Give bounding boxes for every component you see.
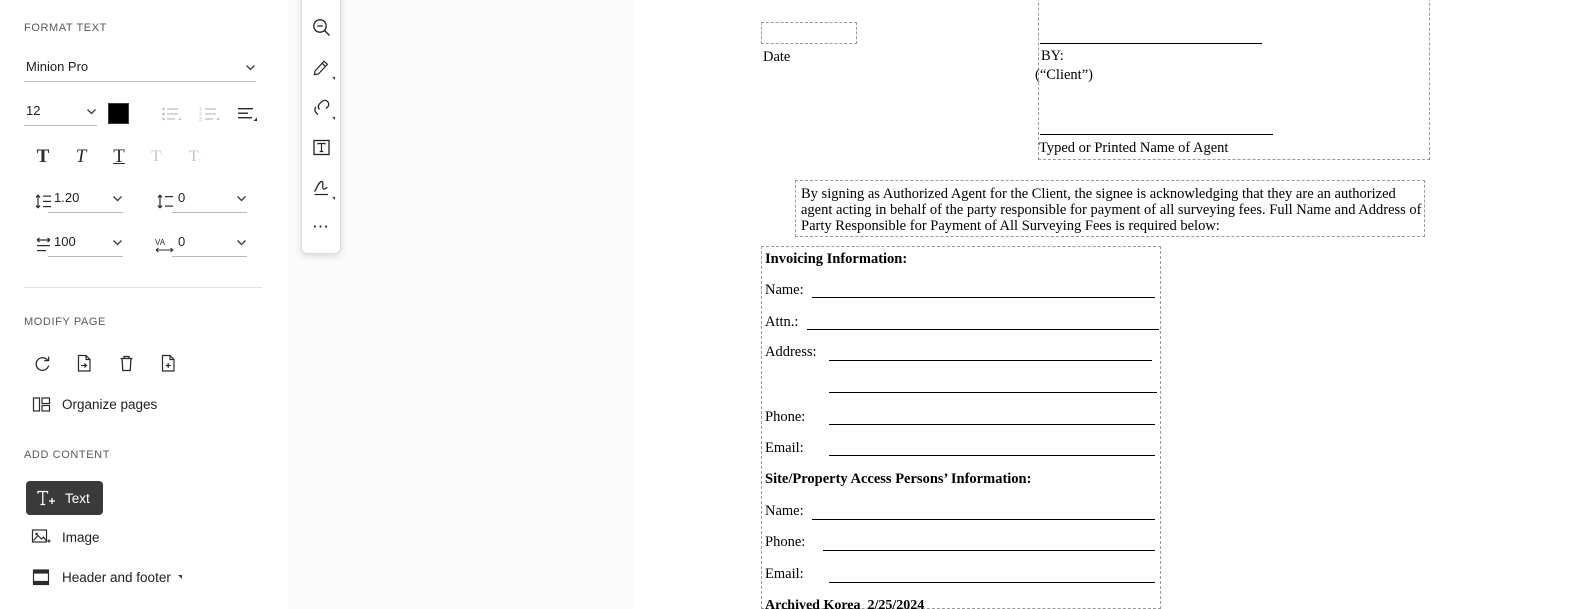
- line-spacing-select[interactable]: [48, 189, 123, 213]
- insert-page-icon[interactable]: [152, 349, 184, 377]
- invoicing-attn-line: [807, 329, 1159, 330]
- annotation-toolbar: [301, 0, 341, 254]
- header-and-footer-button[interactable]: [30, 566, 171, 588]
- more-tools-button[interactable]: ⋯: [312, 217, 330, 236]
- underline-button[interactable]: T: [113, 146, 125, 167]
- header-and-footer-label: Header and footer: [62, 569, 171, 585]
- header-footer-icon: [30, 566, 52, 588]
- comment-tool-button[interactable]: [302, 7, 340, 47]
- invoicing-phone-label: Phone:: [765, 409, 806, 425]
- font-family-value: Minion Pro: [24, 58, 256, 82]
- document-page: [635, 0, 1570, 609]
- letter-spacing-select[interactable]: [172, 233, 247, 257]
- invoicing-name-label: Name:: [765, 282, 804, 298]
- invoicing-attn-label: Attn.:: [765, 314, 799, 330]
- date-label: Date: [763, 49, 791, 65]
- site-access-name-label: Name:: [765, 503, 804, 519]
- delete-page-icon[interactable]: [110, 349, 142, 377]
- modify-page-section-label: MODIFY PAGE: [24, 316, 106, 328]
- add-image-label: Image: [62, 529, 100, 545]
- by-label: BY:: [1041, 48, 1064, 64]
- text-color-swatch[interactable]: [108, 103, 129, 124]
- site-access-phone-label: Phone:: [765, 534, 806, 550]
- document-footer-text: Archived Korea 2/25/2024: [765, 598, 925, 609]
- text-box-tool-button[interactable]: [302, 127, 340, 167]
- add-content-section-label: ADD CONTENT: [24, 449, 111, 461]
- invoicing-address-label: Address:: [765, 344, 817, 360]
- signature-block[interactable]: [1038, 0, 1430, 160]
- horizontal-scale-value: 100: [48, 233, 123, 257]
- date-line-box[interactable]: [761, 22, 857, 44]
- image-icon: [30, 526, 52, 548]
- invoicing-name-line: [812, 297, 1155, 298]
- agent-name-line: [1040, 134, 1273, 135]
- invoicing-email-line: [829, 455, 1155, 456]
- organize-pages-icon: [30, 393, 52, 415]
- site-access-email-label: Email:: [765, 566, 804, 582]
- add-text-button[interactable]: [26, 481, 103, 515]
- add-text-label: Text: [65, 490, 90, 506]
- rotate-page-icon[interactable]: [26, 349, 58, 377]
- caret-icon: [178, 575, 182, 579]
- italic-button[interactable]: T: [75, 146, 87, 167]
- site-access-name-line: [812, 519, 1155, 520]
- space-after-select[interactable]: [172, 189, 247, 213]
- left-tools-panel: [0, 0, 289, 609]
- link-tool-button[interactable]: [302, 87, 340, 127]
- site-access-phone-line: [823, 550, 1155, 551]
- subscript-button[interactable]: T ,: [188, 148, 202, 165]
- format-text-section-label: FORMAT TEXT: [24, 22, 107, 34]
- invoicing-textbox[interactable]: [761, 246, 1161, 609]
- extract-page-icon[interactable]: [68, 349, 100, 377]
- font-family-select[interactable]: [24, 58, 256, 82]
- svg-text:VA: VA: [155, 237, 166, 247]
- pen-tool-button[interactable]: [302, 0, 340, 7]
- organize-pages-label: Organize pages: [62, 396, 158, 412]
- site-access-heading: Site/Property Access Persons’ Information:: [765, 471, 1032, 487]
- horizontal-scale-select[interactable]: [48, 233, 123, 257]
- invoicing-heading: Invoicing Information:: [765, 251, 908, 267]
- site-access-email-line: [829, 582, 1155, 583]
- font-size-value: 12: [24, 102, 97, 126]
- line-spacing-value: 1.20: [48, 189, 123, 213]
- svg-text:2: 2: [199, 112, 202, 118]
- text-align-button[interactable]: [232, 101, 262, 127]
- caret-icon: [332, 197, 335, 200]
- bullet-list-button[interactable]: [156, 101, 186, 127]
- caret-icon: [332, 77, 335, 80]
- superscript-button[interactable]: T ': [151, 148, 163, 165]
- svg-text:3: 3: [199, 117, 202, 122]
- invoicing-email-label: Email:: [765, 440, 804, 456]
- bold-button[interactable]: T: [36, 146, 50, 167]
- add-text-icon: [36, 488, 56, 508]
- page-thumbnail-area: [288, 0, 636, 609]
- invoicing-address-line-1: [829, 360, 1152, 361]
- signature-tool-button[interactable]: [302, 167, 340, 207]
- highlight-tool-button[interactable]: [302, 47, 340, 87]
- signature-line: [1040, 43, 1262, 44]
- panel-divider: [24, 287, 262, 288]
- caret-icon: [332, 117, 335, 120]
- organize-pages-button[interactable]: [30, 393, 157, 415]
- numbered-list-button[interactable]: [194, 101, 224, 127]
- letter-spacing-value: 0: [172, 233, 247, 257]
- agent-name-label: Typed or Printed Name of Agent: [1039, 140, 1229, 156]
- invoicing-phone-line: [829, 424, 1155, 425]
- client-label: (“Client”): [1035, 67, 1093, 83]
- invoicing-address-line-2: [829, 392, 1157, 393]
- add-image-button[interactable]: [30, 526, 100, 548]
- space-after-value: 0: [172, 189, 247, 213]
- font-size-select[interactable]: [24, 102, 97, 126]
- svg-text:1: 1: [199, 107, 202, 113]
- authorized-agent-paragraph: By signing as Authorized Agent for the Client, the signee is acknowledging that they are an authorized agent acting in behalf of the party responsible for payment of all surveying fees. Full Name and Address of Party Responsible for Payment of All Surveying Fees is required below:: [801, 186, 1422, 235]
